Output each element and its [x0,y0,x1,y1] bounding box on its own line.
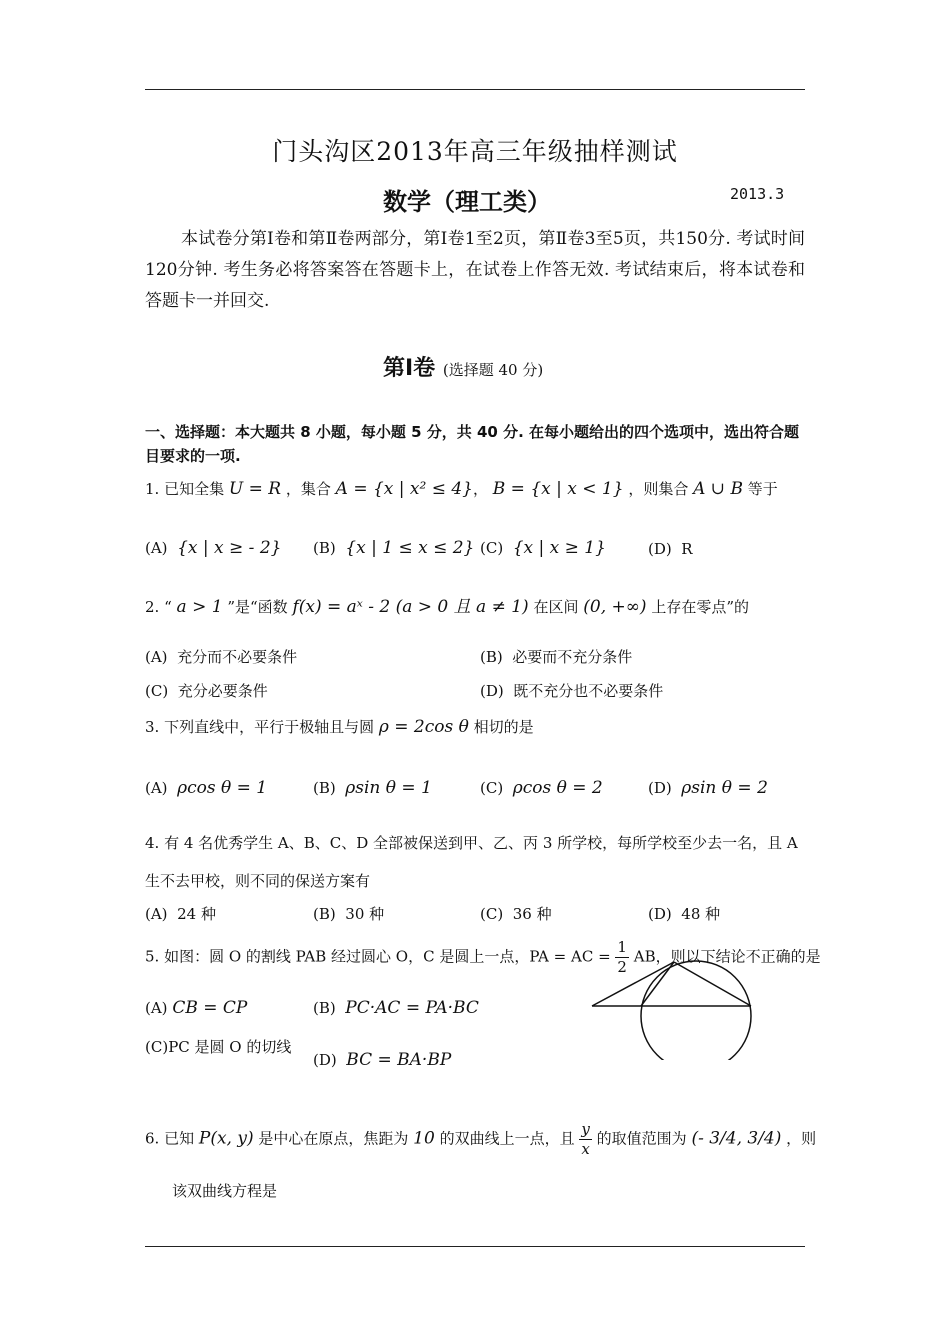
part1-title: 第Ⅰ卷 [383,356,436,381]
q5-option-b: (B) PC·AC = PA·BC [313,998,479,1018]
q2-prefix: 2. “ [145,598,172,616]
q1-universe: U = R [228,479,282,499]
q5-end: AB，则以下结论不正确的是 [633,947,821,966]
q3-option-c: (C) ρcos θ = 2 [480,778,603,798]
q6-mid2: 的双曲线上一点，且 [439,1129,575,1148]
q2-mid2: 在区间 [533,598,579,616]
q6-mid: 是中心在原点，焦距为 [258,1129,409,1148]
q2-function: f(x) = aˣ - 2 (a > 0 且 a ≠ 1) [292,597,529,617]
q3-option-a: (A) ρcos θ = 1 [145,778,268,798]
q1-set-b: B = {x | x < 1} [492,479,624,499]
exam-date: 2013.3 [730,185,785,203]
q1-option-d: (D) R [648,540,693,558]
q3-circle: ρ = 2cos θ [378,717,469,737]
question-4-line1: 4. 有 4 名优秀学生 A、B、C、D 全部被保送到甲、乙、丙 3 所学校，每所学校至少去一名，且 A [145,834,798,852]
q6-focal: 10 [413,1128,435,1149]
q3-option-b: (B) ρsin θ = 1 [313,778,432,798]
q5-option-c: (C)PC 是圆 O 的切线 [145,1038,292,1056]
bottom-rule [145,1246,805,1247]
q1-option-a: (A) {x | x ≥ - 2} [145,538,282,558]
q3-option-d: (D) ρsin θ = 2 [648,778,768,798]
question-6 [145,1122,816,1157]
segment-pc [592,962,674,1006]
q4-option-b: (B) 30 种 [313,905,385,923]
q5-option-a: (A) CB = CP [145,998,248,1018]
q1-expr: A ∪ B [693,479,743,499]
question-2 [145,592,749,617]
segment-cb [674,962,751,1006]
top-rule [145,89,805,90]
segment-ac [641,962,674,1006]
circle-o [641,961,751,1060]
q5-figure [590,960,760,1060]
q1-end: 等于 [747,480,778,498]
q6-mid3: 的取值范围为 [596,1129,687,1148]
q6-prefix: 6. 已知 [145,1129,195,1148]
intro-paragraph: 本试卷分第Ⅰ卷和第Ⅱ卷两部分，第Ⅰ卷1至2页，第Ⅱ卷3至5页，共150分. 考试时间120分钟. 考生务必将答案答在答题卡上，在试卷上作答无效. 考试结束后，将本试卷和答题卡一并回交. [145,229,805,311]
q6-end: ，则 [786,1129,817,1148]
q2-end: 上存在零点”的 [651,598,749,616]
q3-end: 相切的是 [473,718,534,736]
q3-prefix: 3. 下列直线中，平行于极轴且与圆 [145,718,375,736]
q1-prefix: 1. 已知全集 [145,480,225,498]
q1-option-b: (B) {x | 1 ≤ x ≤ 2} [313,538,475,558]
q4-option-d: (D) 48 种 [648,905,721,923]
part1-note: (选择题 40 分) [442,361,544,379]
question-3 [145,716,534,737]
q2-option-a: (A) 充分而不必要条件 [145,648,298,666]
q1-mid: ，集合 [285,480,331,498]
q2-mid: ”是“函数 [227,598,288,616]
question-4-line2: 生不去甲校，则不同的保送方案有 [145,872,371,890]
q1-suffix: ，则集合 [628,480,689,498]
exam-subject: 数学（理工类） [383,188,551,216]
q1-set-a: A = {x | x² ≤ 4} [335,479,473,499]
q2-interval: (0, +∞) [583,597,647,617]
question-6-line2: 该双曲线方程是 [172,1182,278,1200]
q6-point: P(x, y) [198,1128,254,1149]
part1-heading [383,351,543,382]
q5-fraction: $\frac{1}{2}$ [617,938,627,976]
q5-option-d: (D) BC = BA·BP [313,1050,452,1070]
q2-option-b: (B) 必要而不充分条件 [480,648,633,666]
q6-range: (- 3/4, 3/4) [691,1128,782,1149]
question-1: 1. 已知全集 U = R ，集合 A = {x | x² ≤ 4}， B = {x | x < 1} ，则集合 A ∪ B 等于 [145,479,778,499]
section1-instructions: 一、选择题：本大题共 8 小题，每小题 5 分，共 40 分. 在每小题给出的四个选项中，选出符合题目要求的一项. [145,423,800,465]
q2-condition: a > 1 [176,597,223,617]
q2-option-c: (C) 充分必要条件 [145,682,268,700]
q4-option-a: (A) 24 种 [145,905,216,923]
q5-prefix: 5. 如图：圆 O 的割线 PAB 经过圆心 O，C 是圆上一点，PA = AC = [145,947,611,966]
exam-title: 门头沟区2013年高三年级抽样测试 [272,137,678,166]
q2-option-d: (D) 既不充分也不必要条件 [480,682,664,700]
q4-option-c: (C) 36 种 [480,905,552,923]
q6-ratio: $\frac{y}{x}$ [581,1120,590,1158]
q1-option-c: (C) {x | x ≥ 1} [480,538,606,558]
